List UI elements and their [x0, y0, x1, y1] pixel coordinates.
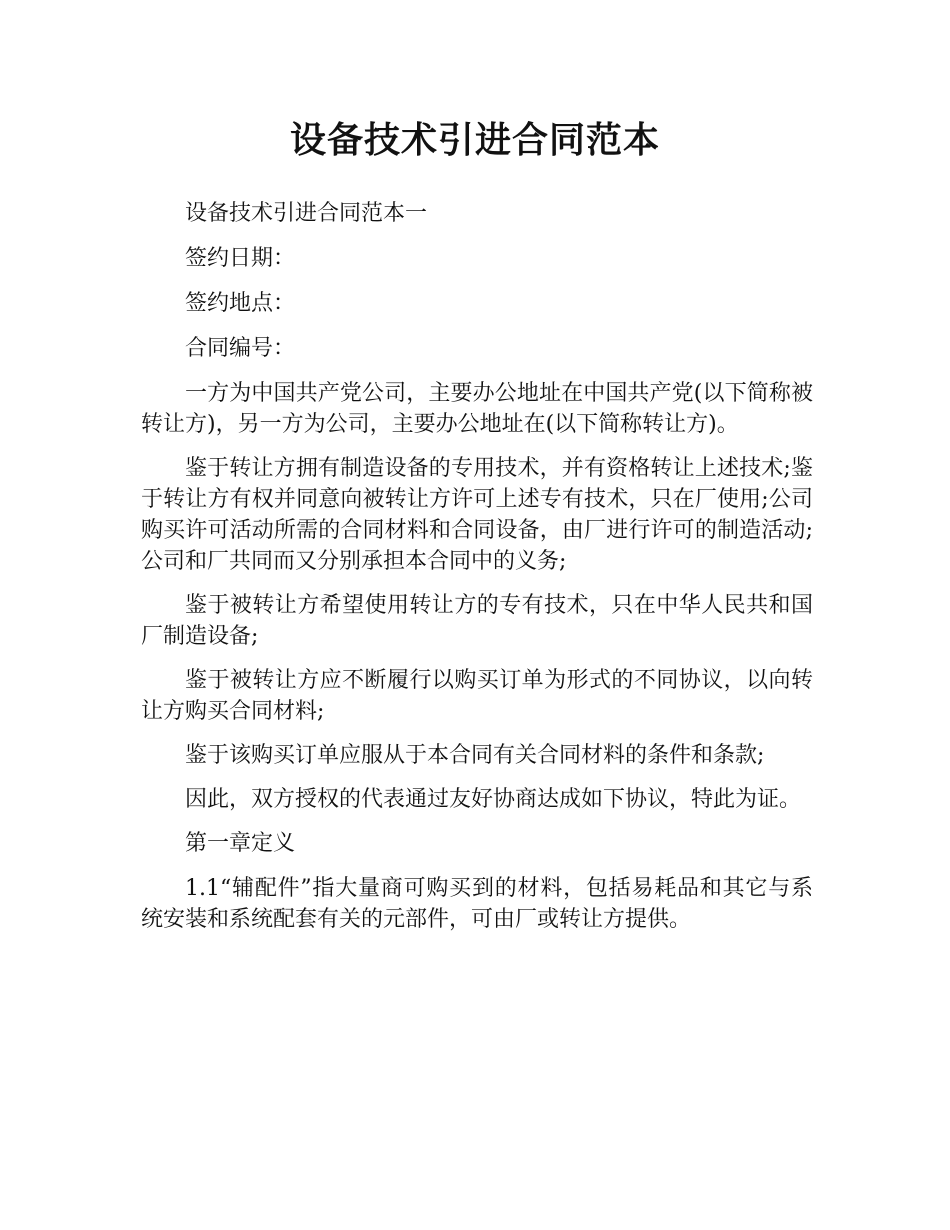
contract-number: 合同编号：	[185, 336, 296, 361]
signing-date: 签约日期：	[185, 246, 296, 271]
chapter-heading: 第一章定义	[185, 831, 296, 856]
contract-subtitle: 设备技术引进合同范本一	[185, 201, 428, 226]
document-body	[141, 198, 813, 948]
agreement-statement: 因此，双方授权的代表通过友好协商达成如下协议，特此为证。	[185, 787, 802, 812]
recital-terms: 鉴于该购买订单应服从于本合同有关合同材料的条件和条款;	[185, 743, 765, 768]
document-title: 设备技术引进合同范本	[289, 120, 660, 161]
parties-paragraph: 一方为中国共产党公司，主要办公地址在中国共产党(以下简称被转让方)，另一方为公司，主要办公地址在(以下简称转让方)。	[141, 381, 813, 437]
recital-use: 鉴于被转让方希望使用转让方的专有技术，只在中华人民共和国厂制造设备;	[141, 593, 813, 649]
recital-purchase: 鉴于被转让方应不断履行以购买订单为形式的不同协议，以向转让方购买合同材料;	[141, 668, 813, 724]
definition-1-1: 1.1“辅配件”指大量商可购买到的材料，包括易耗品和其它与系统安装和系统配套有关的元部件，可由厂或转让方提供。	[141, 876, 813, 932]
recital-technology: 鉴于转让方拥有制造设备的专用技术，并有资格转让上述技术;鉴于转让方有权并同意向被转让方许可上述专有技术，只在厂使用;公司购买许可活动所需的合同材料和合同设备，由厂进行许可的制造活动;公司和厂共同而又分别承担本合同中的义务;	[141, 456, 813, 574]
signing-location: 签约地点：	[185, 291, 296, 316]
